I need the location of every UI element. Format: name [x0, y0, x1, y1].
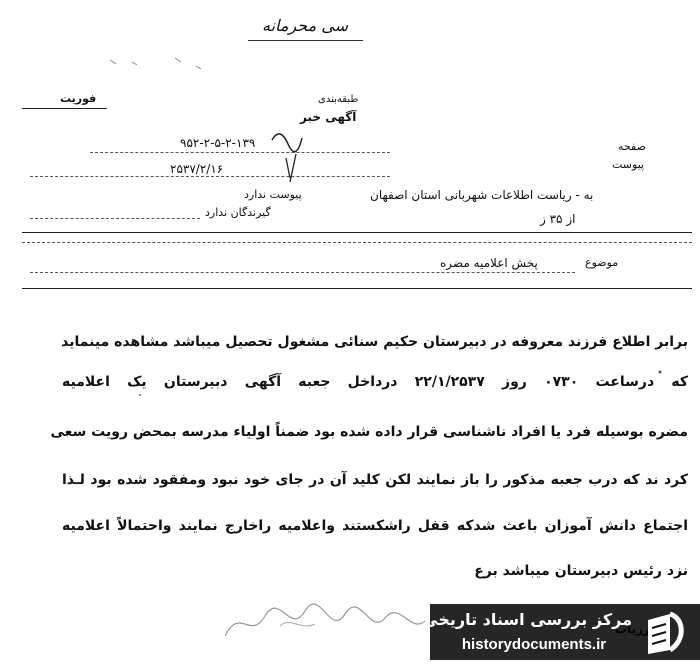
body-line-5: اجتماع دانش آموزان باعث شدکه قفل راشکستند واعلامیه راخارج نمایند واحتمالاً اعلامیه [62, 518, 688, 534]
archive-watermark-title: مرکز بررسی اسناد تاریخی [422, 610, 632, 629]
letter-date: ۲۵۳۷/۲/۱۶ [170, 162, 224, 176]
classification-label: طبقه‌بندی [318, 94, 359, 105]
appendix-label: پیوست [612, 158, 645, 171]
classification-value: آگهی خبر [300, 110, 357, 124]
page-label: صفحه [618, 140, 646, 153]
body-line-6: نزد رئیس دبیرستان میباشد برع [474, 563, 688, 579]
subject-label: موضوع [585, 256, 619, 269]
body-line-4: کرد ند که درب جعبه مذکور را باز نمایند لکن کلید آن در جای خود نبود ومفقود شده بود لـذا [62, 472, 688, 488]
letter-number: ۹۵۲-۲-۵-۲-۱۳۹ [180, 136, 256, 150]
addressee-line: به - ریاست اطلاعات شهربانی استان اصفهان [370, 188, 594, 202]
body-line-2: که درساعت ۰۷۳۰ روز ۲۲/۱/۲۵۳۷ درداخل جعبه آگهی دبیرستان یک اعلامیه [62, 374, 688, 390]
archive-watermark-url: historydocuments.ir [461, 636, 607, 653]
body-line-1: برابر اطلاع فرزند معروفه در دبیرستان حکیم سنائی مشغول تحصیل میباشد مشاهده مینماید [61, 334, 688, 350]
subject-value: پخش اعلامیه مضره [440, 256, 538, 270]
attachment-note: پیوست ندارد [244, 188, 302, 201]
urgency-label: فوریت [60, 92, 97, 105]
body-line-3: مضره بوسیله فرد یا افراد ناشناسی قرار داده شده بود ضمناً اولیاء مدرسه بمحض رویت سعی [50, 424, 688, 440]
sender-line: از ۳۵ ز [540, 212, 576, 226]
archive-logo-icon [640, 610, 690, 656]
document-header-title: سی محرمانه [261, 16, 349, 35]
recipients-note: گیرندگان ندارد [205, 206, 271, 219]
